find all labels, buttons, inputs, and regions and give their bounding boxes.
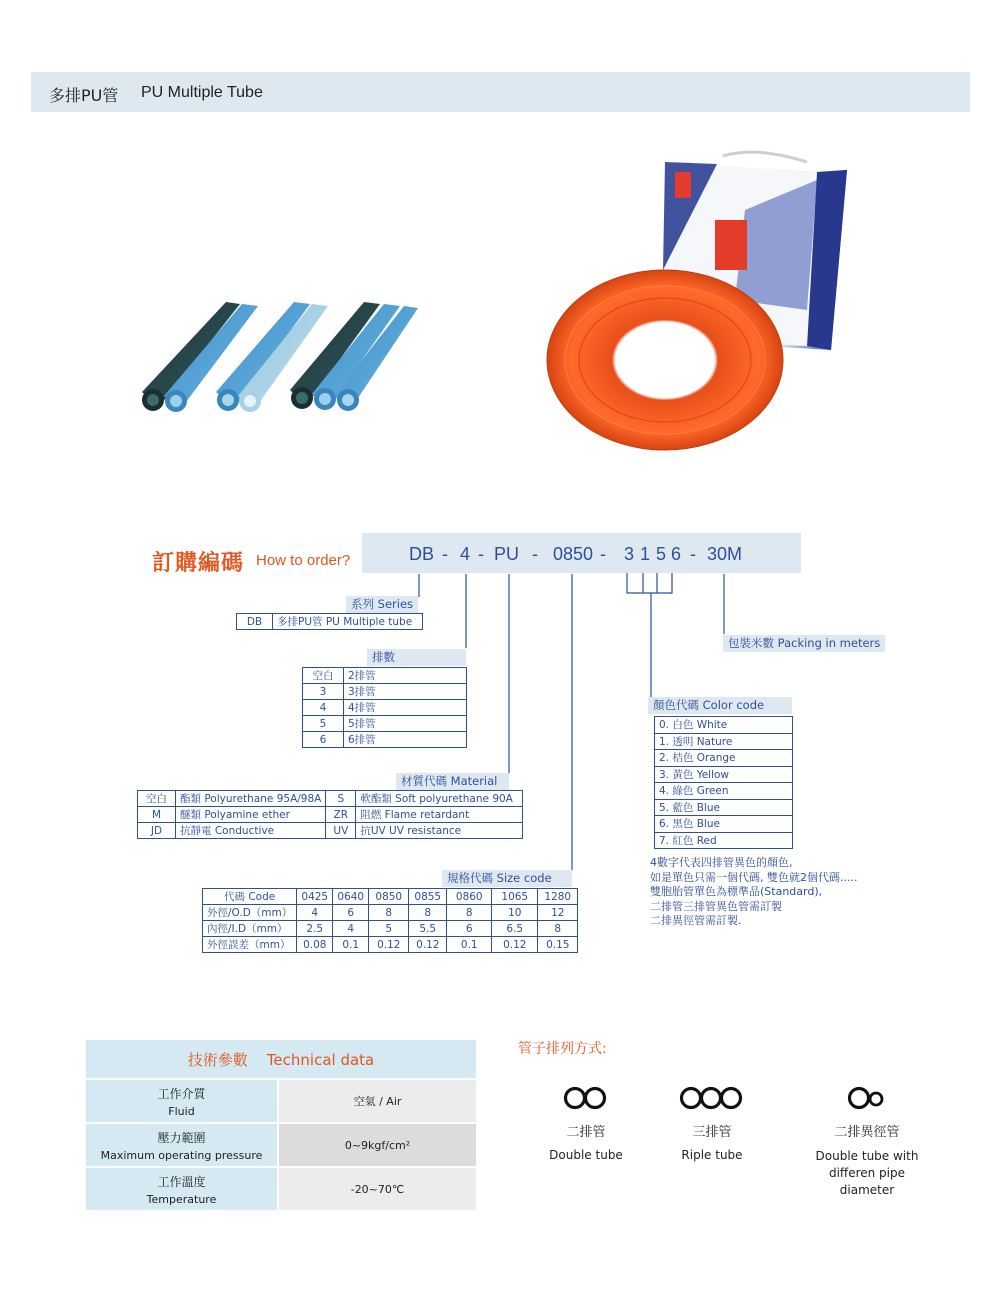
code-sep: - [532,544,538,564]
table-row [138,823,523,839]
table-row [655,733,793,750]
series-label: 系列 Series [346,596,418,613]
rows-code: 3 [303,684,344,700]
code-sep: - [600,544,606,564]
material-desc: 酯類 Polyurethane 95A/98A [176,791,326,807]
size-table [202,888,578,953]
table-row [203,937,578,953]
arrangement-different-diameter [802,1086,932,1199]
rows-desc: 4排管 [344,700,467,716]
color-item: 7. 紅色 Red [655,832,793,849]
size-cell: 5 [369,921,409,937]
size-header: 0855 [409,889,447,905]
size-row-label: 外徑/O.D（mm） [203,905,297,921]
tech-param-cn: 工作介質 [157,1086,206,1101]
triple-tube-icon [679,1086,745,1110]
code-color-1: 3 [624,544,635,564]
size-cell: 2.5 [297,921,333,937]
rows-code: 5 [303,716,344,732]
arrangement-cn: 二排異徑管 [834,1125,900,1140]
code-sep: - [478,544,484,564]
color-note-line: 二排管三排管異色管需訂製 [650,899,782,913]
size-header: 0850 [369,889,409,905]
series-code: DB [237,614,273,630]
size-cell: 0.1 [447,937,492,953]
size-row-label: 外徑誤差（mm） [203,937,297,953]
color-label: 顏色代碼 Color code [648,697,792,714]
material-code: S [326,791,356,807]
arrangement-title: 管子排列方式: [518,1041,607,1057]
size-cell: 12 [538,905,578,921]
size-cell: 8 [538,921,578,937]
tech-param [86,1124,277,1166]
rows-code: 空白 [303,668,344,684]
double-different-diameter-icon [847,1086,887,1110]
color-note-line: 4數字代表四排管異色的顏色, [650,856,793,869]
packing-label: 包裝米數 Packing in meters [723,635,885,652]
tech-param [86,1168,277,1210]
rows-desc: 2排管 [344,668,467,684]
table-row [303,700,467,716]
tech-value: -20~70℃ [279,1168,476,1210]
color-item: 3. 黃色 Yellow [655,766,793,783]
color-table [654,716,793,849]
rows-table [302,667,467,748]
table-row [655,799,793,816]
code-series: DB [409,544,435,564]
rows-code: 4 [303,700,344,716]
color-note-line: 二排異徑管需訂製. [650,914,742,927]
size-cell: 8 [409,905,447,921]
size-cell: 0.08 [297,937,333,953]
material-desc: 抗UV UV resistance [356,823,523,839]
rows-code: 6 [303,732,344,748]
table-row [86,1168,476,1210]
tech-param [86,1080,277,1122]
code-color-4: 6 [671,544,682,564]
color-item: 2. 桔色 Orange [655,750,793,767]
table-row [203,921,578,937]
size-cell: 0.12 [492,937,538,953]
material-code: 空白 [138,791,176,807]
code-rows: 4 [460,544,471,564]
size-header: 1065 [492,889,538,905]
color-item: 0. 白色 White [655,717,793,734]
double-tube-icon [563,1086,609,1110]
arrangement-triple [662,1086,762,1162]
size-cell: 6 [447,921,492,937]
tech-value: 0~9kgf/cm² [279,1124,476,1166]
material-desc: 阻燃 Flame retardant [356,807,523,823]
table-row [86,1080,476,1122]
series-table [236,613,423,630]
table-row [655,832,793,849]
color-item: 5. 藍色 Blue [655,799,793,816]
code-sep: - [690,544,696,564]
rows-desc: 3排管 [344,684,467,700]
size-cell: 4 [297,905,333,921]
size-header: 0860 [447,889,492,905]
table-row [655,766,793,783]
color-item: 6. 黑色 Blue [655,816,793,833]
material-desc: 軟酯類 Soft polyurethane 90A [356,791,523,807]
color-notes [650,856,910,929]
color-item: 1. 透明 Nature [655,733,793,750]
material-code: M [138,807,176,823]
table-row [86,1124,476,1166]
multiple-tubes-image [138,300,420,418]
code-size: 0850 [553,544,594,564]
arrangement-cn: 三排管 [692,1125,732,1140]
table-row [138,791,523,807]
material-table [137,790,523,839]
tech-value: 空氣 / Air [279,1080,476,1122]
color-item: 4. 綠色 Green [655,783,793,800]
series-desc: 多排PU管 PU Multiple tube [273,614,423,630]
table-row [655,783,793,800]
code-color-3: 5 [656,544,667,564]
size-cell: 10 [492,905,538,921]
tech-param-en: Maximum operating pressure [100,1148,263,1162]
color-note-line: 雙胞胎管單色為標準品(Standard), [650,885,823,898]
table-row [237,614,423,630]
size-label: 規格代碼 Size code [442,870,572,887]
technical-data-title: 技術參數 Technical data [86,1040,476,1078]
size-cell: 5.5 [409,921,447,937]
table-row [303,684,467,700]
table-row [203,889,578,905]
page-title-cn: 多排PU管 [49,86,119,105]
size-cell: 6 [333,905,369,921]
table-row [655,750,793,767]
tech-param-en: Temperature [146,1192,217,1206]
table-row [203,905,578,921]
material-code: JD [138,823,176,839]
material-desc: 醚類 Polyamine ether [176,807,326,823]
size-cell: 0.12 [409,937,447,953]
size-header: 1280 [538,889,578,905]
size-cell: 0.1 [333,937,369,953]
size-cell: 8 [447,905,492,921]
size-cell: 4 [333,921,369,937]
rows-label: 排數 [367,649,466,666]
table-row [138,807,523,823]
tech-param-cn: 工作溫度 [157,1174,206,1189]
tech-param-en: Fluid [168,1104,195,1118]
arrangement-en: Riple tube [681,1148,743,1162]
page-title-en: PU Multiple Tube [141,84,263,101]
code-color-2: 1 [640,544,651,564]
rows-desc: 5排管 [344,716,467,732]
size-header: 0640 [333,889,369,905]
code-sep: - [442,544,448,564]
arrangement-double [536,1086,636,1162]
technical-data-table [86,1040,476,1210]
material-code: ZR [326,807,356,823]
arrangement-en: Double tube with differen pipe diameter [815,1149,919,1197]
table-row [303,716,467,732]
size-cell: 8 [369,905,409,921]
size-header: 0425 [297,889,333,905]
size-cell: 6.5 [492,921,538,937]
tech-param-cn: 壓力範圍 [157,1130,206,1145]
material-code: UV [326,823,356,839]
header-bar [31,72,970,112]
order-title-en: How to order? [256,552,351,569]
order-code-bar [362,533,801,573]
tube-reel-box-image [545,150,875,460]
table-row [303,668,467,684]
code-material: PU [494,544,520,564]
material-desc: 抗靜電 Conductive [176,823,326,839]
rows-desc: 6排管 [344,732,467,748]
table-row [655,816,793,833]
table-row [655,717,793,734]
table-row [303,732,467,748]
size-cell: 0.12 [369,937,409,953]
size-row-label: 內徑/I.D（mm） [203,921,297,937]
size-header: 代碼 Code [203,889,297,905]
size-cell: 0.15 [538,937,578,953]
arrangement-en: Double tube [549,1148,623,1162]
color-note-line: 如是單色只需一個代碼, 雙色就2個代碼..... [650,870,858,884]
code-length: 30M [707,544,743,564]
arrangement-cn: 二排管 [566,1125,606,1140]
material-label: 材質代碼 Material [396,773,509,790]
order-title-cn: 訂購編碼 [152,551,245,576]
